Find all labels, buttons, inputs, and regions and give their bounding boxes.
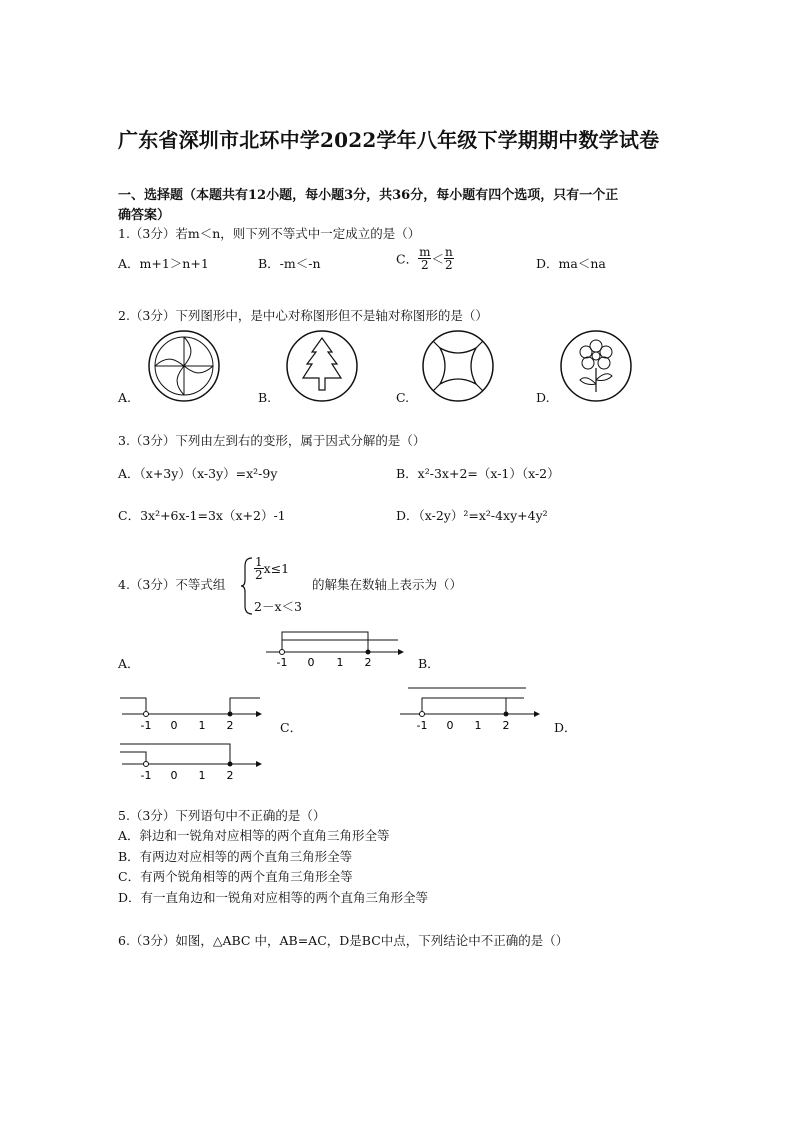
tick-label: 1 <box>198 769 206 782</box>
q1-option-a: A．m+1＞n+1 <box>118 256 209 271</box>
q1-option-c-label: C． <box>396 251 419 267</box>
number-line-d <box>118 740 264 786</box>
q5-stem: 5.（3分）下列语句中不正确的是（） <box>118 808 326 823</box>
tick-label: 1 <box>336 656 344 669</box>
q2-label-b: B. <box>258 390 272 405</box>
q6-stem: 6.（3分）如图，△ABC 中，AB=AC，D是BC中点，下列结论中不正确的是（） <box>118 933 569 948</box>
section-heading-line2: 确答案） <box>118 208 171 223</box>
pinwheel-figure <box>146 328 222 404</box>
q2-label-a: A. <box>118 390 132 405</box>
q1-frac2-num: n <box>444 245 453 259</box>
q4-label-d: D． <box>554 720 577 735</box>
q1-stem: 1.（3分）若m＜n，则下列不等式中一定成立的是（） <box>118 226 421 241</box>
q3-option-a: A．（x+3y）（x-3y）=x²-9y <box>118 466 278 481</box>
tick-label: 1 <box>198 719 206 732</box>
q4-inequality-2: 2－x＜3 <box>254 599 302 614</box>
q1-fraction-n2 <box>444 246 454 271</box>
q4-inequality-1 <box>254 556 289 581</box>
tree-figure <box>284 328 360 404</box>
q2-label-d: D. <box>536 390 550 405</box>
q1-frac1-den: 2 <box>420 258 429 272</box>
page-title: 广东省深圳市北环中学2022学年八年级下学期期中数学试卷 <box>118 128 660 152</box>
q1-option-c-op: ＜ <box>431 251 444 267</box>
number-line-c <box>396 682 542 740</box>
number-line-b <box>118 690 264 740</box>
q1-frac2-den: 2 <box>445 258 453 272</box>
tick-label: -1 <box>276 656 288 669</box>
tick-label: -1 <box>140 769 152 782</box>
q3-stem: 3.（3分）下列由左到右的变形，属于因式分解的是（） <box>118 433 426 448</box>
tick-label: 2 <box>226 769 234 782</box>
section-heading-line1: 一、选择题（本题共有12小题，每小题3分，共36分，每小题有四个选项，只有一个正 <box>118 188 619 203</box>
q5-option-c: C．有两个锐角相等的两个直角三角形全等 <box>118 869 353 884</box>
q4-label-c: C． <box>280 720 303 735</box>
q3-option-d: D．（x-2y）²=x²-4xy+4y² <box>396 508 548 523</box>
q3-option-b: B．x²-3x+2=（x-1）（x-2） <box>396 466 560 481</box>
tick-label: -1 <box>416 719 428 732</box>
tick-label: 0 <box>170 769 178 782</box>
q4-label-b: B． <box>418 656 440 671</box>
tick-label: 2 <box>364 656 372 669</box>
q1-fraction-m2 <box>418 246 431 271</box>
brace-icon <box>240 556 254 616</box>
tick-label: 0 <box>307 656 315 669</box>
tick-label: 2 <box>226 719 234 732</box>
q2-label-c: C. <box>396 390 410 405</box>
q2-stem: 2.（3分）下列图形中，是中心对称图形但不是轴对称图形的是（） <box>118 308 488 323</box>
q1-option-b: B．-m＜-n <box>258 256 321 271</box>
q5-option-a: A．斜边和一锐角对应相等的两个直角三角形全等 <box>118 828 390 843</box>
tick-label: 1 <box>474 719 482 732</box>
q5-option-d: D．有一直角边和一锐角对应相等的两个直角三角形全等 <box>118 890 429 905</box>
q4-stem-suffix: 的解集在数轴上表示为（） <box>312 577 463 592</box>
q4-ineq1-rest: x≤1 <box>263 561 290 576</box>
q4-label-a: A． <box>118 656 140 671</box>
q1-option-d: D．ma＜na <box>536 256 606 271</box>
q4-stem-prefix: 4.（3分）不等式组 <box>118 577 226 592</box>
tick-label: 0 <box>446 719 454 732</box>
tick-label: -1 <box>140 719 152 732</box>
concave-square-figure <box>420 328 496 404</box>
tick-label: 2 <box>502 719 510 732</box>
q5-option-b: B．有两边对应相等的两个直角三角形全等 <box>118 849 353 864</box>
flower-figure <box>558 328 634 404</box>
q4-frac-num: 1 <box>255 555 263 569</box>
tick-label: 0 <box>170 719 178 732</box>
q4-frac <box>254 556 264 581</box>
q1-option-c <box>396 246 454 271</box>
q3-option-c: C．3x²+6x-1=3x（x+2）-1 <box>118 508 286 523</box>
q1-frac1-num: m <box>419 245 431 259</box>
q4-frac-den: 2 <box>255 568 263 582</box>
number-line-a <box>258 620 404 670</box>
